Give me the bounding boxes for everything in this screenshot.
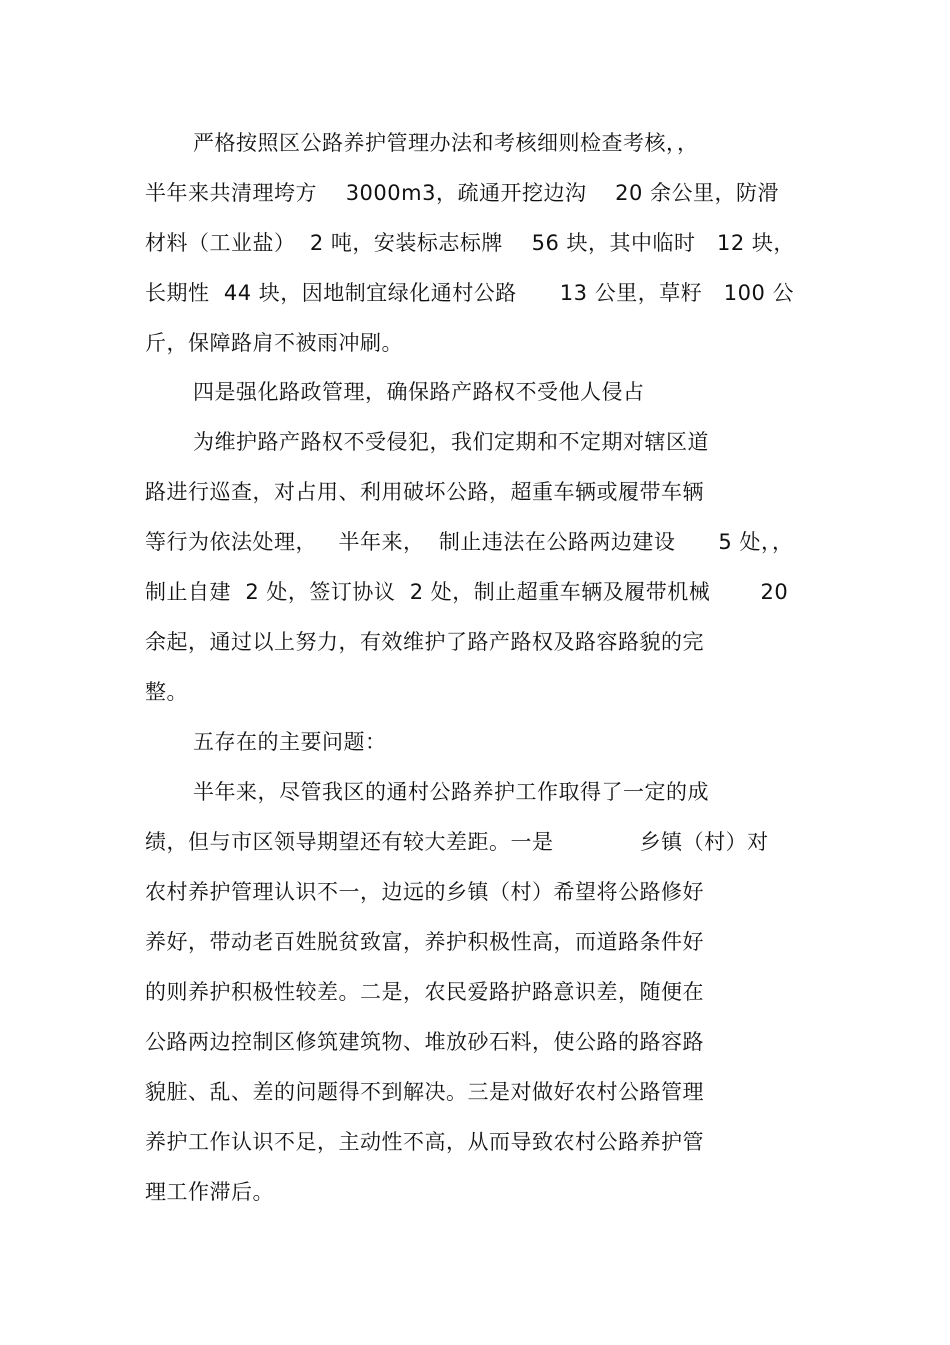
- paragraph-line: 农村养护管理认识不一，边远的乡镇（村）希望将公路修好: [145, 880, 704, 904]
- paragraph-line: 制止自建 2 处，签订协议 2 处，制止超重车辆及履带机械 20: [145, 580, 789, 604]
- paragraph-line: 整。: [145, 680, 188, 704]
- paragraph-line: 等行为依法处理， 半年来， 制止违法在公路两边建设 5 处，，: [145, 530, 794, 554]
- paragraph-line: 严格按照区公路养护管理办法和考核细则检查考核，，: [193, 131, 699, 155]
- paragraph-line: 为维护路产路权不受侵犯，我们定期和不定期对辖区道: [193, 430, 709, 454]
- paragraph-line: 斤，保障路肩不被雨冲刷。: [145, 331, 403, 355]
- paragraph-line: 材料（工业盐） 2 吨，安装标志标牌 56 块，其中临时 12 块，: [145, 231, 795, 255]
- paragraph-line: 公路两边控制区修筑建筑物、堆放砂石料，使公路的路容路: [145, 1030, 704, 1054]
- paragraph-line: 理工作滞后。: [145, 1180, 274, 1204]
- paragraph-line: 貌脏、乱、差的问题得不到解决。三是对做好农村公路管理: [145, 1080, 704, 1104]
- section-heading: 五存在的主要问题：: [193, 730, 387, 754]
- paragraph-line: 半年来共清理垮方 3000m3，疏通开挖边沟 20 余公里，防滑: [145, 181, 780, 205]
- paragraph-line: 绩，但与市区领导期望还有较大差距。一是 乡镇（村）对: [145, 830, 769, 854]
- paragraph-line: 的则养护积极性较差。二是，农民爱路护路意识差，随便在: [145, 980, 704, 1004]
- paragraph-line: 长期性 44 块，因地制宜绿化通村公路 13 公里，草籽 100 公: [145, 281, 794, 305]
- paragraph-line: 养护工作认识不足，主动性不高，从而导致农村公路养护管: [145, 1130, 704, 1154]
- paragraph-line: 半年来，尽管我区的通村公路养护工作取得了一定的成: [193, 780, 709, 804]
- paragraph-line: 养好，带动老百姓脱贫致富，养护积极性高，而道路条件好: [145, 930, 704, 954]
- paragraph-line: 余起，通过以上努力，有效维护了路产路权及路容路貌的完: [145, 630, 704, 654]
- paragraph-line: 路进行巡查，对占用、利用破坏公路，超重车辆或履带车辆: [145, 480, 704, 504]
- section-heading: 四是强化路政管理，确保路产路权不受他人侵占: [193, 380, 645, 404]
